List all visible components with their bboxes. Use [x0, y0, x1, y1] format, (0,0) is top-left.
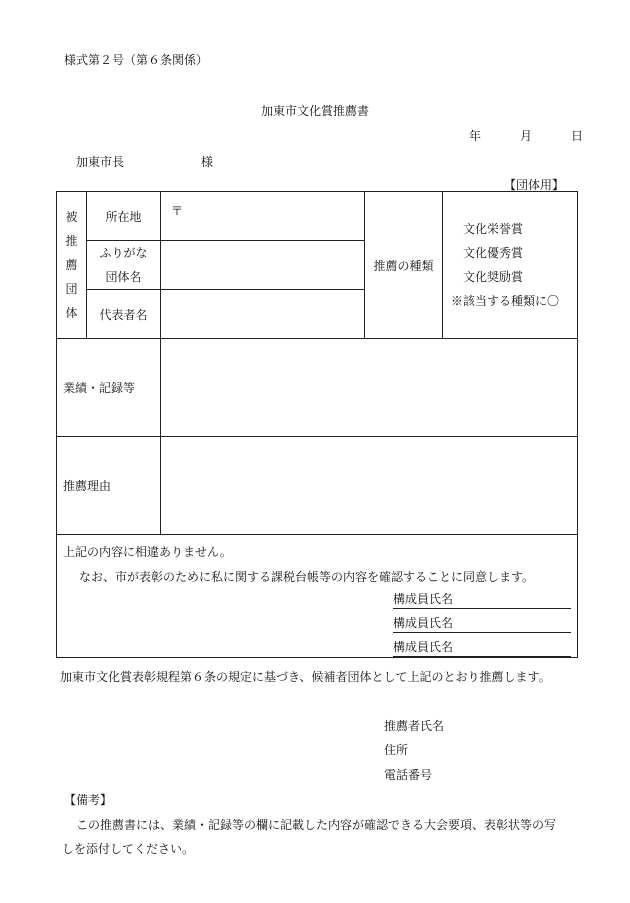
addressee: 加東市長	[76, 155, 125, 169]
member-name-field-1[interactable]: 構成員氏名	[393, 591, 571, 609]
representative-field[interactable]	[161, 290, 365, 339]
date-month-label: 月	[520, 129, 533, 143]
honorific: 様	[201, 155, 214, 169]
confirm-line-2: なお、市が表彰のために私に関する課税台帳等の内容を確認することに同意します。	[79, 570, 535, 584]
nominee-side-label: 被 推 薦 団 体	[57, 192, 87, 339]
page-title: 加東市文化賞推薦書	[260, 104, 369, 118]
nomination-form-table	[56, 191, 578, 658]
location-field[interactable]	[161, 192, 365, 241]
group-name-label: ふりがな 団体名	[87, 241, 161, 290]
achievements-field[interactable]	[161, 339, 578, 437]
achievements-label: 業績・記録等	[57, 339, 161, 437]
recommender-name-label: 推薦者氏名	[384, 719, 445, 733]
remarks-line-2: しを添付してください。	[62, 842, 195, 856]
award-honor[interactable]: 文化栄誉賞	[463, 222, 524, 236]
representative-label: 代表者名	[87, 290, 161, 339]
confirmation-section	[57, 535, 578, 658]
group-name-field[interactable]	[161, 241, 365, 290]
reason-field[interactable]	[161, 437, 578, 535]
group-use-tag: 【団体用】	[504, 178, 565, 192]
award-note: ※該当する種類に〇	[451, 294, 560, 308]
remarks-line-1: この推薦書には、業績・記録等の欄に記載した内容が確認できる大会要項、表彰状等の写	[76, 818, 557, 832]
award-excellence[interactable]: 文化優秀賞	[463, 246, 524, 260]
recommender-address-label: 住所	[384, 743, 409, 757]
location-label: 所在地	[87, 192, 161, 241]
remarks-title: 【備考】	[64, 793, 113, 807]
member-name-field-2[interactable]: 構成員氏名	[393, 615, 571, 633]
reason-label: 推薦理由	[57, 437, 161, 535]
member-name-field-3[interactable]: 構成員氏名	[393, 639, 571, 657]
recommend-type-label: 推薦の種類	[365, 192, 443, 339]
date-year-label: 年	[469, 129, 482, 143]
date-day-label: 日	[571, 129, 584, 143]
postal-mark: 〒	[171, 204, 184, 218]
declaration-text: 加東市文化賞表彰規程第６条の規定に基づき、候補者団体として上記のとおり推薦します。	[60, 670, 551, 684]
confirm-line-1: 上記の内容に相違ありません。	[63, 545, 232, 559]
recommender-phone-label: 電話番号	[384, 768, 433, 782]
award-encouragement[interactable]: 文化奨励賞	[463, 270, 524, 284]
form-code: 様式第２号（第６条関係）	[64, 53, 209, 67]
award-type-options	[443, 192, 578, 339]
